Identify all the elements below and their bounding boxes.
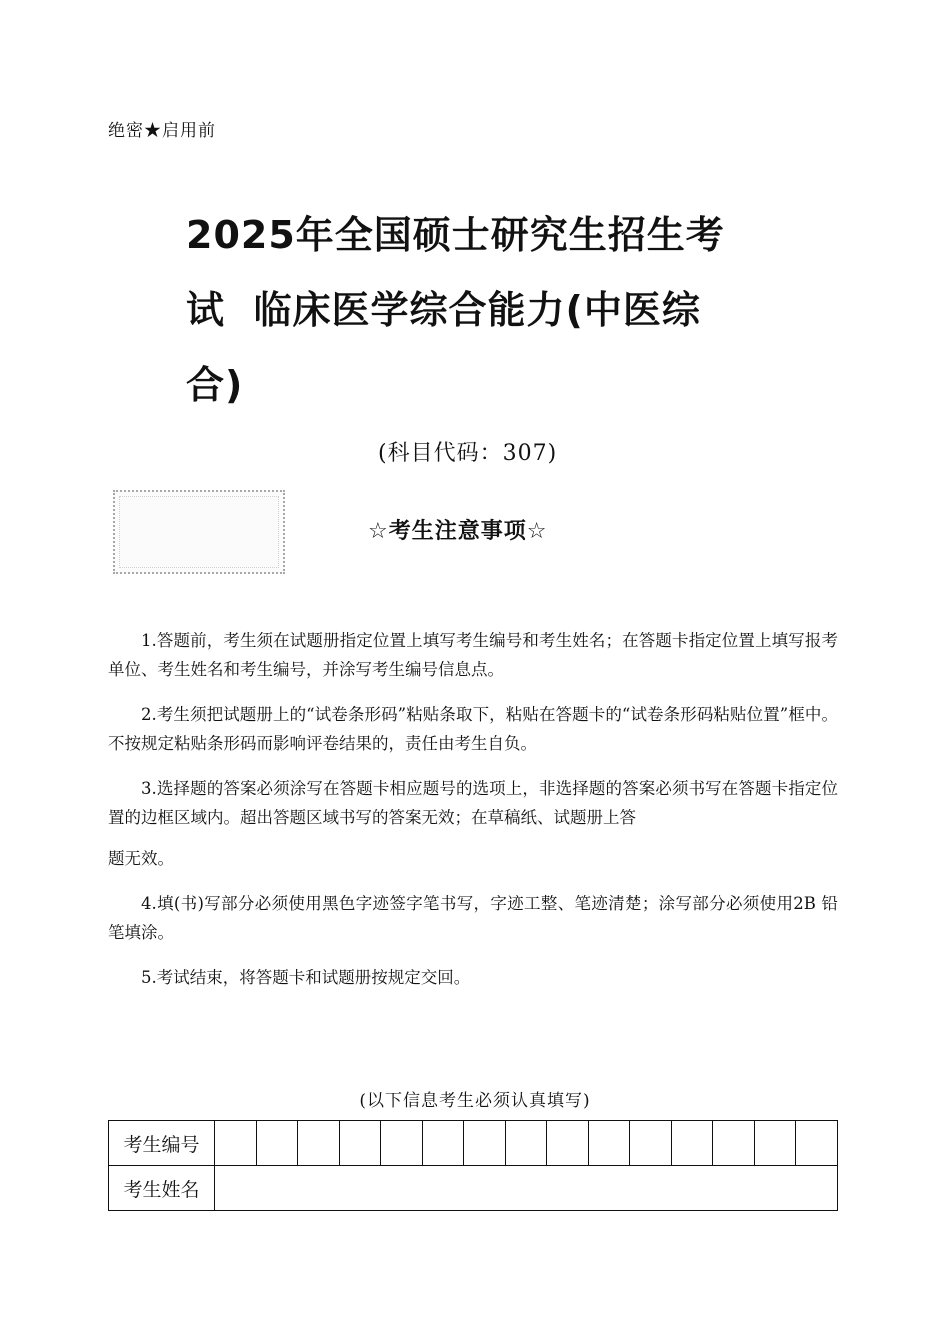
- notice-rules: [108, 626, 838, 1008]
- candidate-id-cell[interactable]: [630, 1121, 672, 1166]
- notice-title: ☆考生注意事项☆: [368, 519, 548, 544]
- exam-title-line-3: 合): [186, 363, 244, 407]
- candidate-name-field[interactable]: [215, 1166, 838, 1211]
- candidate-id-cell[interactable]: [754, 1121, 796, 1166]
- confidential-label: 绝密★启用前: [108, 121, 216, 141]
- exam-title: [186, 198, 786, 423]
- barcode-inner-border: [119, 496, 279, 568]
- candidate-info-table: [108, 1120, 838, 1211]
- rule-item-3-text: 3.选择题的答案必须涂写在答题卡相应题号的选项上，非选择题的答案必须书写在答题卡指定位置的边框区域内。超出答题区域书写的答案无效；在草稿纸、试题册上答: [108, 779, 838, 827]
- candidate-id-cell[interactable]: [505, 1121, 547, 1166]
- candidate-id-label: 考生编号: [109, 1121, 215, 1166]
- candidate-name-row: [109, 1166, 838, 1211]
- candidate-id-cell[interactable]: [671, 1121, 713, 1166]
- exam-title-line-2: 试 临床医学综合能力(中医综: [186, 288, 701, 332]
- candidate-id-cell[interactable]: [381, 1121, 423, 1166]
- candidate-id-cell[interactable]: [215, 1121, 257, 1166]
- candidate-id-cell[interactable]: [256, 1121, 298, 1166]
- candidate-id-cell[interactable]: [298, 1121, 340, 1166]
- candidate-id-row: [109, 1121, 838, 1166]
- rule-item-4: 4.填(书)写部分必须使用黑色字迹签字笔书写，字迹工整、笔迹清楚；涂写部分必须使用2B 铅笔填涂。: [108, 894, 838, 942]
- subject-code: (科目代码：307): [378, 441, 558, 466]
- rule-item-3: [108, 774, 838, 873]
- candidate-id-cell[interactable]: [339, 1121, 381, 1166]
- rule-item-5: 5.考试结束，将答题卡和试题册按规定交回。: [141, 968, 471, 987]
- candidate-id-cell[interactable]: [796, 1121, 838, 1166]
- rule-item-1: 1.答题前，考生须在试题册指定位置上填写考生编号和考生姓名；在答题卡指定位置上填写报考单位、考生姓名和考生编号，并涂写考生编号信息点。: [108, 631, 838, 679]
- candidate-id-cell[interactable]: [713, 1121, 755, 1166]
- candidate-name-label: 考生姓名: [109, 1166, 215, 1211]
- candidate-id-cell[interactable]: [547, 1121, 589, 1166]
- candidate-id-cell[interactable]: [464, 1121, 506, 1166]
- barcode-placeholder: [113, 490, 285, 574]
- candidate-id-cell[interactable]: [422, 1121, 464, 1166]
- candidate-id-cell[interactable]: [588, 1121, 630, 1166]
- rule-item-3-tail: 题无效。: [108, 849, 174, 868]
- form-instruction: (以下信息考生必须认真填写): [359, 1091, 591, 1111]
- rule-item-2: 2.考生须把试题册上的“试卷条形码”粘贴条取下，粘贴在答题卡的“试卷条形码粘贴位置”框中。不按规定粘贴条形码而影响评卷结果的，责任由考生自负。: [108, 705, 838, 753]
- exam-title-line-1: 2025年全国硕士研究生招生考: [186, 213, 725, 257]
